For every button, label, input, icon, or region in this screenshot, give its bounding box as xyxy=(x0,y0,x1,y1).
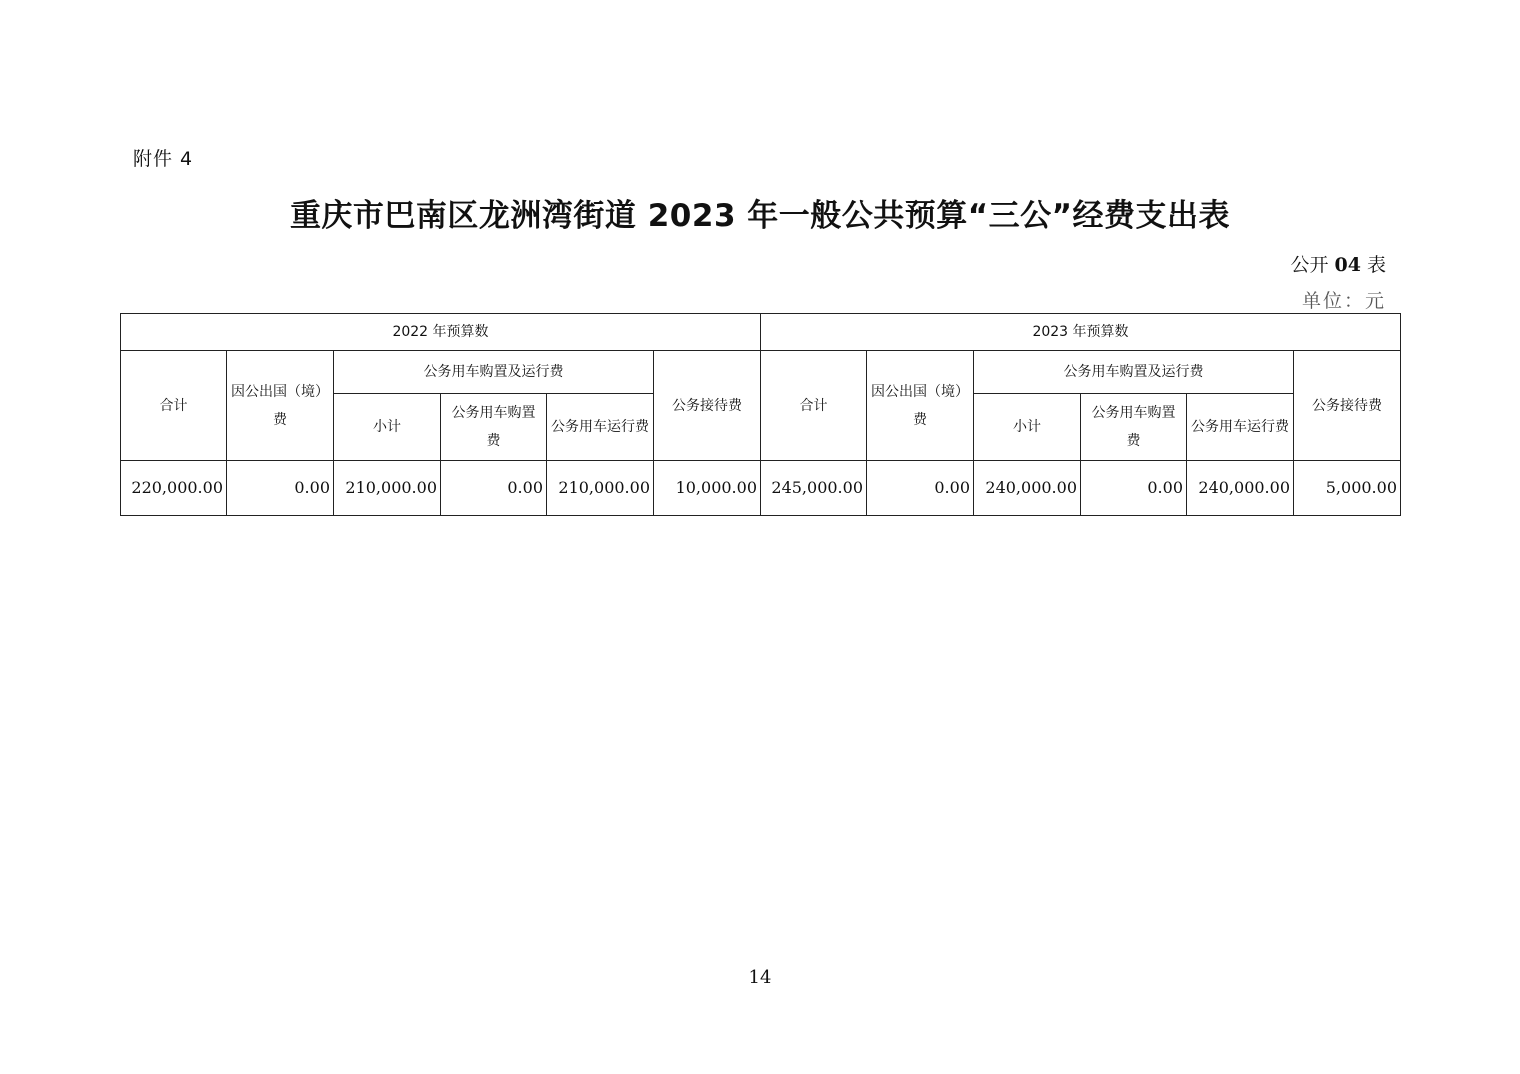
header-2022-subtotal: 小计 xyxy=(334,394,441,461)
header-2023-abroad: 因公出国（境）费 xyxy=(867,351,974,461)
value-2022-car-operation: 210,000.00 xyxy=(547,461,654,516)
header-2022: 2022 年预算数 xyxy=(121,314,761,351)
header-2023-reception: 公务接待费 xyxy=(1294,351,1401,461)
header-2023-car-group: 公务用车购置及运行费 xyxy=(974,351,1294,394)
table-code-number: 04 xyxy=(1334,254,1361,276)
page-number: 14 xyxy=(748,967,772,988)
header-2022-car-operation: 公务用车运行费 xyxy=(547,394,654,461)
header-2023-subtotal: 小计 xyxy=(974,394,1081,461)
attachment-label: 附件 4 xyxy=(133,148,194,170)
table-row xyxy=(121,461,1401,516)
value-2023-subtotal: 240,000.00 xyxy=(974,461,1081,516)
header-2022-car-group: 公务用车购置及运行费 xyxy=(334,351,654,394)
header-2022-reception: 公务接待费 xyxy=(654,351,761,461)
value-2022-subtotal: 210,000.00 xyxy=(334,461,441,516)
value-2022-abroad: 0.00 xyxy=(227,461,334,516)
value-2023-car-operation: 240,000.00 xyxy=(1187,461,1294,516)
header-2023-total: 合计 xyxy=(761,351,867,461)
table-code xyxy=(1290,250,1386,277)
table-code-suffix: 表 xyxy=(1360,254,1386,276)
budget-table xyxy=(120,313,1401,516)
page-title: 重庆市巴南区龙洲湾街道 2023 年一般公共预算“三公”经费支出表 xyxy=(289,198,1231,234)
value-2022-total: 220,000.00 xyxy=(121,461,227,516)
value-2023-reception: 5,000.00 xyxy=(1294,461,1401,516)
value-2023-total: 245,000.00 xyxy=(761,461,867,516)
value-2022-car-purchase: 0.00 xyxy=(441,461,547,516)
header-2023: 2023 年预算数 xyxy=(761,314,1401,351)
header-2022-total: 合计 xyxy=(121,351,227,461)
value-2023-abroad: 0.00 xyxy=(867,461,974,516)
header-2022-car-purchase: 公务用车购置费 xyxy=(441,394,547,461)
value-2022-reception: 10,000.00 xyxy=(654,461,761,516)
value-2023-car-purchase: 0.00 xyxy=(1081,461,1187,516)
unit-label: 单位：元 xyxy=(1301,290,1386,312)
header-row-years xyxy=(121,314,1401,351)
header-2023-car-purchase: 公务用车购置费 xyxy=(1081,394,1187,461)
header-row-categories xyxy=(121,351,1401,394)
header-2023-car-operation: 公务用车运行费 xyxy=(1187,394,1294,461)
header-2022-abroad: 因公出国（境）费 xyxy=(227,351,334,461)
table-code-prefix: 公开 xyxy=(1290,254,1335,276)
